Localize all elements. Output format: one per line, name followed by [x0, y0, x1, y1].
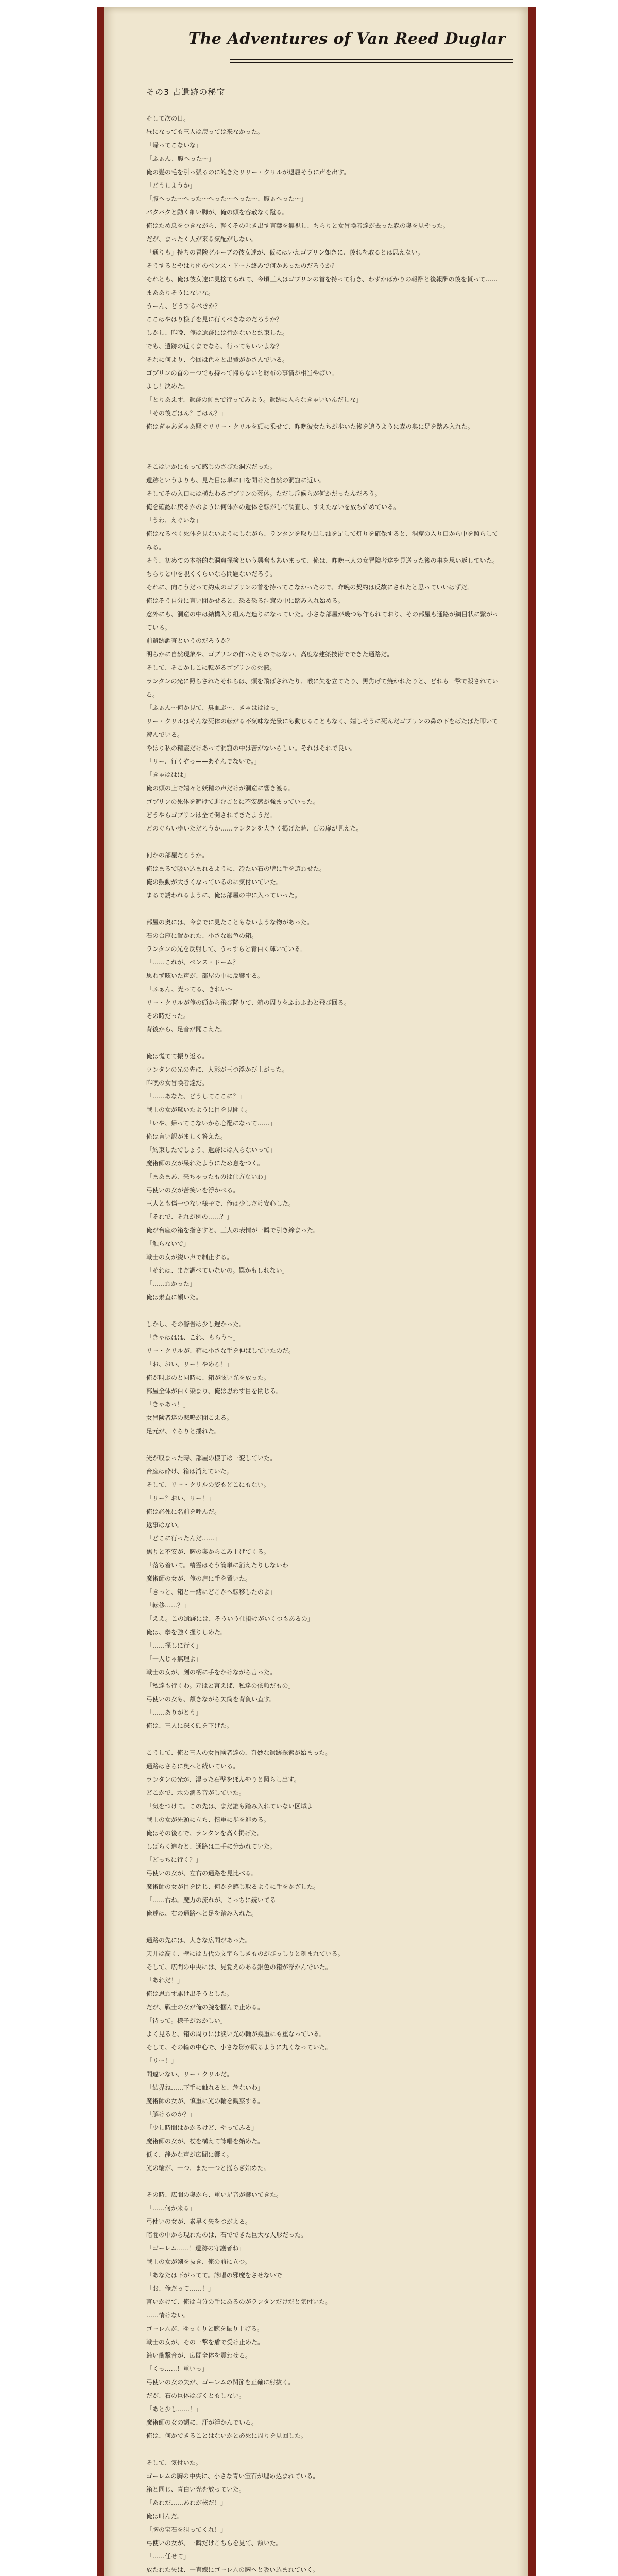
- story-paragraph: やはり私の精霊だけあって洞窟の中は苦がないらしい。それはそれで良い。: [146, 744, 356, 752]
- story-paragraph: 俺が台座の箱を指さすと、三人の表情が一瞬で引き締まった。: [146, 1227, 320, 1234]
- story-paragraph: 「私達も行くわ。元はと言えば、私達の依頼だもの」: [146, 1682, 295, 1689]
- story-paragraph: 「一人じゃ無理よ」: [146, 1655, 202, 1663]
- story-paragraph: ここはやはり様子を見に行くべきなのだろうか？: [146, 316, 283, 323]
- story-paragraph: [146, 835, 504, 849]
- story-paragraph: 遺跡というよりも、見た目は単に口を開けた自然の洞窟に近い。: [146, 477, 326, 484]
- story-paragraph: 俺の髪の毛を引っ張るのに飽きたリリー・クリルが退屈そうに声を出す。: [146, 168, 350, 176]
- story-paragraph: 「いや、帰ってこないから心配になって……」: [146, 1120, 276, 1127]
- story-paragraph: だが、戦士の女が俺の腕を掴んで止める。: [146, 2004, 264, 2011]
- story-paragraph: 「それは、まだ調べていないの。罠かもしれない」: [146, 1267, 288, 1274]
- story-paragraph: 魔術師の女が、慎重に光の輪を観察する。: [146, 2097, 264, 2105]
- story-paragraph: 箱と同じ、青白い光を放っていた。: [146, 2486, 246, 2493]
- story-paragraph: 戦士の女が先頭に立ち、慎重に歩を進める。: [146, 1816, 270, 1823]
- story-paragraph: しかし、昨晩、俺は遺跡には行かないと約束した。: [146, 329, 289, 336]
- story-paragraph: 魔術師の女が、俺の肩に手を置いた。: [146, 1575, 252, 1582]
- story-paragraph: そう、初めての本格的な洞窟探検という興奮もあいまって、俺は、昨晩三人の女冒険者達を見送った後の事を思い返していた。: [146, 557, 499, 564]
- story-paragraph: 「うわ、えぐいな」: [146, 517, 202, 524]
- story-paragraph: 意外にも、洞窟の中は結構入り組んだ造りになっていた。小さな部屋が幾つも作られており、その部屋も通路が網目状に繋がっている。: [146, 611, 499, 631]
- story-paragraph: うーん、どうするべきか？: [146, 302, 221, 310]
- story-paragraph: まるで誘われるように、俺は部屋の中に入っていった。: [146, 892, 301, 899]
- story-paragraph: 明らかに自然現象や、ゴブリンの作ったものではない、高度な建築技術でできた通路だ。: [146, 651, 393, 658]
- story-body: [146, 112, 504, 2576]
- story-paragraph: 俺の鼓動が大きくなっているのに気付いていた。: [146, 878, 283, 886]
- story-paragraph: 部屋の奥には、今までに見たこともないような物があった。: [146, 919, 313, 926]
- story-paragraph: 背後から、足音が聞こえた。: [146, 1026, 227, 1033]
- story-paragraph: 俺は叫んだ。: [146, 2513, 184, 2520]
- story-paragraph: 「……ありがとう」: [146, 1709, 202, 1716]
- story-paragraph: どこかで、水の滴る音がしていた。: [146, 1789, 245, 1797]
- story-paragraph: しばらく進むと、通路は二手に分かれていた。: [146, 1843, 277, 1850]
- story-paragraph: 俺は思わず駆け出そうとした。: [146, 1990, 233, 1997]
- story-paragraph: [146, 433, 504, 447]
- story-paragraph: どうやらゴブリンは全て倒されてきたようだ。: [146, 811, 276, 819]
- story-paragraph: 弓使いの女の矢が、ゴーレムの関節を正確に射抜く。: [146, 2379, 295, 2386]
- story-paragraph: 「あと少し……！」: [146, 2405, 202, 2413]
- story-paragraph: 「……探しに行く」: [146, 1642, 202, 1649]
- story-paragraph: 俺は、拳を強く握りしめた。: [146, 1629, 227, 1636]
- story-paragraph: 戦士の女が、その一撃を盾で受け止めた。: [146, 2338, 264, 2346]
- story-paragraph: 光が収まった時、部屋の様子は一変していた。: [146, 1454, 277, 1462]
- story-paragraph: 「……わかった」: [146, 1280, 196, 1287]
- story-paragraph: 俺は、何かできることはないかと必死に周りを見回した。: [146, 2432, 307, 2439]
- story-paragraph: そして、そこかしこに転がるゴブリンの死骸。: [146, 664, 276, 671]
- story-paragraph: だが、まったく人が来る気配がしない。: [146, 235, 258, 243]
- story-paragraph: 三人とも傷一つない様子で、俺は少しだけ安心した。: [146, 1200, 295, 1207]
- story-paragraph: 「リー？おい、リー！」: [146, 1495, 215, 1502]
- story-paragraph: 「その後ごはん？ごはん？」: [146, 410, 227, 417]
- story-paragraph: 「待って。様子がおかしい」: [146, 2017, 227, 2024]
- story-paragraph: 「ええ。この遺跡には、そういう仕掛けがいくつもあるの」: [146, 1615, 314, 1622]
- story-paragraph: ゴブリンの死体を避けて進むごとに不安感が強まっていった。: [146, 798, 319, 805]
- story-paragraph: そこはいかにもって感じのさびた洞穴だった。: [146, 463, 277, 470]
- story-paragraph: よし！決めた。: [146, 383, 190, 390]
- story-paragraph: 戦士の女が、剣の柄に手をかけながら言った。: [146, 1669, 277, 1676]
- story-paragraph: 戦士の女が鋭い声で制止する。: [146, 1253, 233, 1261]
- story-paragraph: 「……右ね。魔力の流れが、こっちに続いてる」: [146, 1896, 282, 1904]
- story-paragraph: 魔術師の女の額に、汗が浮かんでいる。: [146, 2419, 258, 2426]
- story-paragraph: 「きゃははは、これ、もらう〜」: [146, 1334, 239, 1341]
- story-paragraph: 俺の頭の上で嬉々と妖精の声だけが洞窟に響き渡る。: [146, 785, 295, 792]
- story-paragraph: 通路の先には、大きな広間があった。: [146, 1937, 251, 1944]
- header: [104, 7, 528, 69]
- site-title[interactable]: The Adventures of Van Reed Duglar: [188, 30, 506, 48]
- story-paragraph: その時、広間の奥から、重い足音が響いてきた。: [146, 2191, 283, 2198]
- story-paragraph: ランタンの光が、湿った石壁をぼんやりと照らし出す。: [146, 1776, 300, 1783]
- story-paragraph: 間違いない、リー・クリルだ。: [146, 2071, 233, 2078]
- story-paragraph: ゴーレムの胸の中央に、小さな青い宝石が埋め込まれている。: [146, 2472, 319, 2480]
- story-paragraph: 台座は砕け、箱は消えていた。: [146, 1468, 233, 1475]
- story-paragraph: 焦りと不安が、胸の奥からこみ上げてくる。: [146, 1548, 270, 1555]
- story-paragraph: 「……これが、ペンス・ドーム？」: [146, 959, 245, 966]
- story-paragraph: 「落ち着いて。精霊はそう簡単に消えたりしないわ」: [146, 1562, 295, 1569]
- story-paragraph: 天井は高く、壁には古代の文字らしきものがびっしりと刻まれている。: [146, 1950, 344, 1957]
- story-paragraph: 俺はため息をつきながら、軽くその吐き出す言葉を無視し、ちらりと女冒険者達が去った森の奥を見やった。: [146, 222, 450, 229]
- story-paragraph: それとも、俺は彼女達に見捨てられて、今頃三人はゴブリンの首を持って行き、わずかばかりの報酬と後報酬の後を貰って……まあありそうにないな。: [146, 276, 498, 296]
- story-paragraph: 「腹へった〜へった〜へった〜へった〜、腹ぁへった〜」: [146, 195, 307, 202]
- story-paragraph: 「気をつけて。この先は、まだ誰も踏み入れていない区域よ」: [146, 1803, 319, 1810]
- story-paragraph: 女冒険者達の悲鳴が聞こえる。: [146, 1414, 233, 1421]
- story-paragraph: 「少し時間はかかるけど、やってみる」: [146, 2124, 258, 2131]
- story-paragraph: それに何より、今回は色々と出費がかさんでいる。: [146, 356, 289, 363]
- story-paragraph: ちらりと中を覗くくらいなら問題ないだろう。: [146, 570, 277, 578]
- story-paragraph: 「通りも」持ちの冒険グループの彼女達が、仮にはいえゴブリン如きに、後れを取るとは思えない。: [146, 249, 424, 256]
- story-paragraph: 弓使いの女が、一瞬だけこちらを見て、頷いた。: [146, 2539, 282, 2547]
- story-paragraph: それに、向こうだって約束のゴブリンの首を持ってこなかったので、昨晩の契約は反故にされたと思っていいはずだ。: [146, 584, 474, 591]
- story-paragraph: 部屋全体が白く染まり、俺は思わず目を閉じる。: [146, 1387, 283, 1395]
- story-paragraph: [146, 1438, 504, 1451]
- chapter-title: その3 古遺跡の秘宝: [146, 87, 226, 97]
- story-paragraph: その時だった。: [146, 1012, 190, 1020]
- story-paragraph: 前遺跡調査というのだろうか？: [146, 637, 233, 645]
- story-paragraph: 昼になっても三人は戻っては来なかった。: [146, 128, 264, 135]
- story-paragraph: [146, 1920, 504, 1934]
- story-paragraph: 俺達は、右の通路へと足を踏み入れた。: [146, 1910, 258, 1917]
- story-paragraph: 俺はその後ろで、ランタンを高く掲げた。: [146, 1829, 264, 1837]
- story-paragraph: ランタンの光に照らされたそれらは、頭を飛ばされたり、喉に矢を立てたり、黒焦げて焼かれたりと、どれも一撃で殺されている。: [146, 677, 499, 698]
- story-paragraph: 「あなたは下がってて。詠唱の邪魔をさせないで」: [146, 2272, 288, 2279]
- story-paragraph: しかし、その警告は少し遅かった。: [146, 1320, 246, 1328]
- story-paragraph: そして次の日。: [146, 115, 190, 122]
- story-paragraph: 「どうしようか」: [146, 182, 196, 189]
- story-paragraph: 俺は言い訳がましく答えた。: [146, 1133, 227, 1140]
- story-paragraph: だが、石の巨体はびくともしない。: [146, 2392, 246, 2399]
- story-paragraph: 「結界ね……下手に触れると、危ないわ」: [146, 2084, 264, 2091]
- story-paragraph: 「あれだ！」: [146, 1977, 184, 1984]
- story-paragraph: 低く、静かな声が広間に響く。: [146, 2151, 233, 2158]
- story-paragraph: そしてその入口には横たわるゴブリンの死体。ただし斥候らが何かだったんだろう。: [146, 490, 381, 497]
- story-paragraph: 「転移……？」: [146, 1602, 190, 1609]
- header-divider-thin: [230, 62, 513, 63]
- story-paragraph: リー・クリルが、箱に小さな手を伸ばしていたのだ。: [146, 1347, 295, 1354]
- story-paragraph: 弓使いの女も、頷きながら矢筒を背負い直す。: [146, 1696, 276, 1703]
- story-paragraph: 昨晩の女冒険者達だ。: [146, 1079, 209, 1087]
- story-paragraph: 俺はぎゃあぎゃあ騒ぐリリー・クリルを頭に乗せて、昨晩彼女たちが歩いた後を追うように森の奥に足を踏み入れた。: [146, 423, 474, 430]
- story-paragraph: 魔術師の女が呆れたようにため息をつく。: [146, 1160, 264, 1167]
- story-paragraph: 「……任せて」: [146, 2553, 190, 2560]
- story-paragraph: こうして、俺と三人の女冒険者達の、奇妙な遺跡探索が始まった。: [146, 1749, 332, 1756]
- story-paragraph: 俺が叫ぶのと同時に、箱が眩い光を放った。: [146, 1374, 270, 1381]
- story-paragraph: 「あれだ……あれが核だ！」: [146, 2499, 227, 2506]
- story-paragraph: [146, 1304, 504, 1317]
- story-paragraph: 弓使いの女が、左右の通路を見比べる。: [146, 1870, 258, 1877]
- story-paragraph: 「まあまあ、来ちゃったものは仕方ないわ」: [146, 1173, 270, 1180]
- story-paragraph: 「約束したでしょう、遺跡には入らないって」: [146, 1146, 277, 1154]
- story-paragraph: 俺はそう自分に言い聞かせると、恐る恐る洞窟の中に踏み入れ始める。: [146, 597, 345, 604]
- story-paragraph: 「とりあえず、遺跡の側まで行ってみよう。遺跡に入らなきゃいいんだしな」: [146, 396, 363, 403]
- story-paragraph: 俺はまるで吸い込まれるように、冷たい石の壁に手を這わせた。: [146, 865, 325, 872]
- story-paragraph: そして、その輪の中心で、小さな影が眠るように丸くなっていた。: [146, 2044, 332, 2051]
- story-paragraph: 放たれた矢は、一直線にゴーレムの胸へと吸い込まれていく。: [146, 2566, 319, 2573]
- story-paragraph: [146, 447, 504, 460]
- story-paragraph: そして、リー・クリルの姿もどこにもない。: [146, 1481, 270, 1488]
- story-paragraph: ……情けない。: [146, 2312, 190, 2319]
- story-paragraph: [146, 2443, 504, 2456]
- story-paragraph: ランタンの光の先に、人影が三つ浮かび上がった。: [146, 1066, 288, 1073]
- story-paragraph: 何かの部屋だろうか。: [146, 852, 209, 859]
- story-paragraph: 思わず呟いた声が、部屋の中に反響する。: [146, 972, 264, 979]
- story-paragraph: 俺は素直に頷いた。: [146, 1294, 202, 1301]
- story-paragraph: [146, 1733, 504, 1746]
- story-paragraph: 「それで、それが例の……？」: [146, 1213, 233, 1221]
- story-paragraph: 弓使いの女が苦笑いを浮かべる。: [146, 1187, 239, 1194]
- story-paragraph: 魔術師の女が目を閉じ、何かを感じ取るように手をかざした。: [146, 1883, 320, 1890]
- story-paragraph: [146, 2175, 504, 2188]
- story-paragraph: 俺は慌てて振り返る。: [146, 1053, 209, 1060]
- story-paragraph: どのぐらい歩いただろうか……ランタンを大きく掲げた時、石の扉が見えた。: [146, 825, 363, 832]
- story-paragraph: 「ふぁん〜何か見て、臭血ぷ〜、きゃはははっ」: [146, 704, 282, 711]
- story-paragraph: 弓使いの女が、素早く矢をつがえる。: [146, 2218, 252, 2225]
- story-paragraph: 「触らないで」: [146, 1240, 190, 1247]
- story-paragraph: 魔術師の女が、杖を構えて詠唱を始めた。: [146, 2138, 264, 2145]
- story-paragraph: ランタンの光を反射して、うっすらと青白く輝いている。: [146, 945, 307, 953]
- story-paragraph: 「……あなた、どうしてここに？」: [146, 1093, 246, 1100]
- story-paragraph: そして、気付いた。: [146, 2459, 202, 2466]
- story-paragraph: 鈍い衝撃音が、広間全体を震わせる。: [146, 2352, 252, 2359]
- story-paragraph: ゴーレムが、ゆっくりと腕を振り上げる。: [146, 2325, 264, 2332]
- header-divider: [230, 59, 513, 60]
- story-paragraph: バタバタと動く細い脚が、俺の頭を容赦なく蹴る。: [146, 209, 288, 216]
- story-paragraph: 「どっちに行く？」: [146, 1856, 202, 1863]
- story-paragraph: 「解けるのか？」: [146, 2111, 196, 2118]
- story-paragraph: 石の台座に置かれた、小さな銀色の箱。: [146, 932, 258, 939]
- story-paragraph: 「くっ……！重いっ」: [146, 2365, 208, 2372]
- story-paragraph: 「きっと、箱と一緒にどこかへ転移したのよ」: [146, 1588, 277, 1596]
- parchment-scroll: [97, 7, 536, 2576]
- story-paragraph: [146, 1036, 504, 1049]
- story-paragraph: 俺は必死に名前を呼んだ。: [146, 1508, 221, 1515]
- story-paragraph: 「ふぁん、腹へった〜」: [146, 155, 215, 162]
- story-paragraph: そうするとやはり例のペンス・ドーム絡みで何かあったのだろうか？: [146, 262, 338, 269]
- story-paragraph: 「……何か来る」: [146, 2205, 196, 2212]
- story-paragraph: 「どこに行ったんだ……」: [146, 1535, 221, 1542]
- story-paragraph: 戦士の女が驚いたように目を見開く。: [146, 1106, 251, 1113]
- story-paragraph: 足元が、ぐらりと揺れた。: [146, 1428, 221, 1435]
- story-paragraph: 俺を確認に戻るかのように何体かの遺体を転がして調査し、すえたないを放ち始めている。: [146, 503, 400, 511]
- story-paragraph: 「きゃあっ！」: [146, 1401, 190, 1408]
- story-paragraph: 言いかけて、俺は自分の手にあるのがランタンだけだと気付いた。: [146, 2298, 332, 2306]
- story-paragraph: 「お、俺だって……！」: [146, 2285, 215, 2292]
- story-paragraph: 「ふぁん、光ってる、きれい〜」: [146, 986, 239, 993]
- story-paragraph: 「リー、行くぞっ——あそんでないで。」: [146, 758, 261, 765]
- story-paragraph: リー・クリルはそんな死体の転がる不気味な光景にも動じることもなく、嬉しそうに死んだゴブリンの鼻の下をばたばた叩いて遊んでいる。: [146, 718, 499, 738]
- story-paragraph: リー・クリルが俺の頭から飛び降りて、箱の周りをふわふわと飛び回る。: [146, 999, 350, 1006]
- story-paragraph: 光の輪が、一つ、また一つと揺らぎ始めた。: [146, 2164, 270, 2172]
- story-paragraph: 「帰ってこないな」: [146, 142, 202, 149]
- story-paragraph: そして、広間の中央には、見覚えのある銀色の箱が浮かんでいた。: [146, 1963, 332, 1971]
- story-paragraph: 戦士の女が剣を抜き、俺の前に立つ。: [146, 2258, 251, 2265]
- story-paragraph: 「リー！」: [146, 2057, 178, 2064]
- story-paragraph: 返事はない。: [146, 1521, 184, 1529]
- story-paragraph: 俺はなるべく死体を見ないようにしながら、ランタンを取り出し油を足して灯りを確保すると、洞窟の入り口から中を照らしてみる。: [146, 530, 499, 551]
- story-paragraph: 暗闇の中から現れたのは、石でできた巨大な人形だった。: [146, 2231, 307, 2239]
- story-paragraph: 「ゴーレム……！遺跡の守護者ね」: [146, 2245, 245, 2252]
- story-paragraph: でも、遺跡の近くまでなら、行ってもいいよな？: [146, 343, 283, 350]
- story-paragraph: 通路はさらに奥へと続いている。: [146, 1762, 239, 1770]
- story-paragraph: 「お、おい、リー！やめろ！」: [146, 1361, 233, 1368]
- story-paragraph: よく見ると、箱の周りには淡い光の輪が幾重にも重なっている。: [146, 2030, 326, 2038]
- story-paragraph: 俺は、三人に深く頭を下げた。: [146, 1722, 233, 1730]
- story-paragraph: 「きゃははは」: [146, 771, 190, 778]
- story-paragraph: 「胸の宝石を狙ってくれ！」: [146, 2526, 227, 2533]
- story-paragraph: ゴブリンの首の一つでも持って帰らないと財布の事情が相当やばい。: [146, 369, 338, 377]
- story-paragraph: [146, 902, 504, 916]
